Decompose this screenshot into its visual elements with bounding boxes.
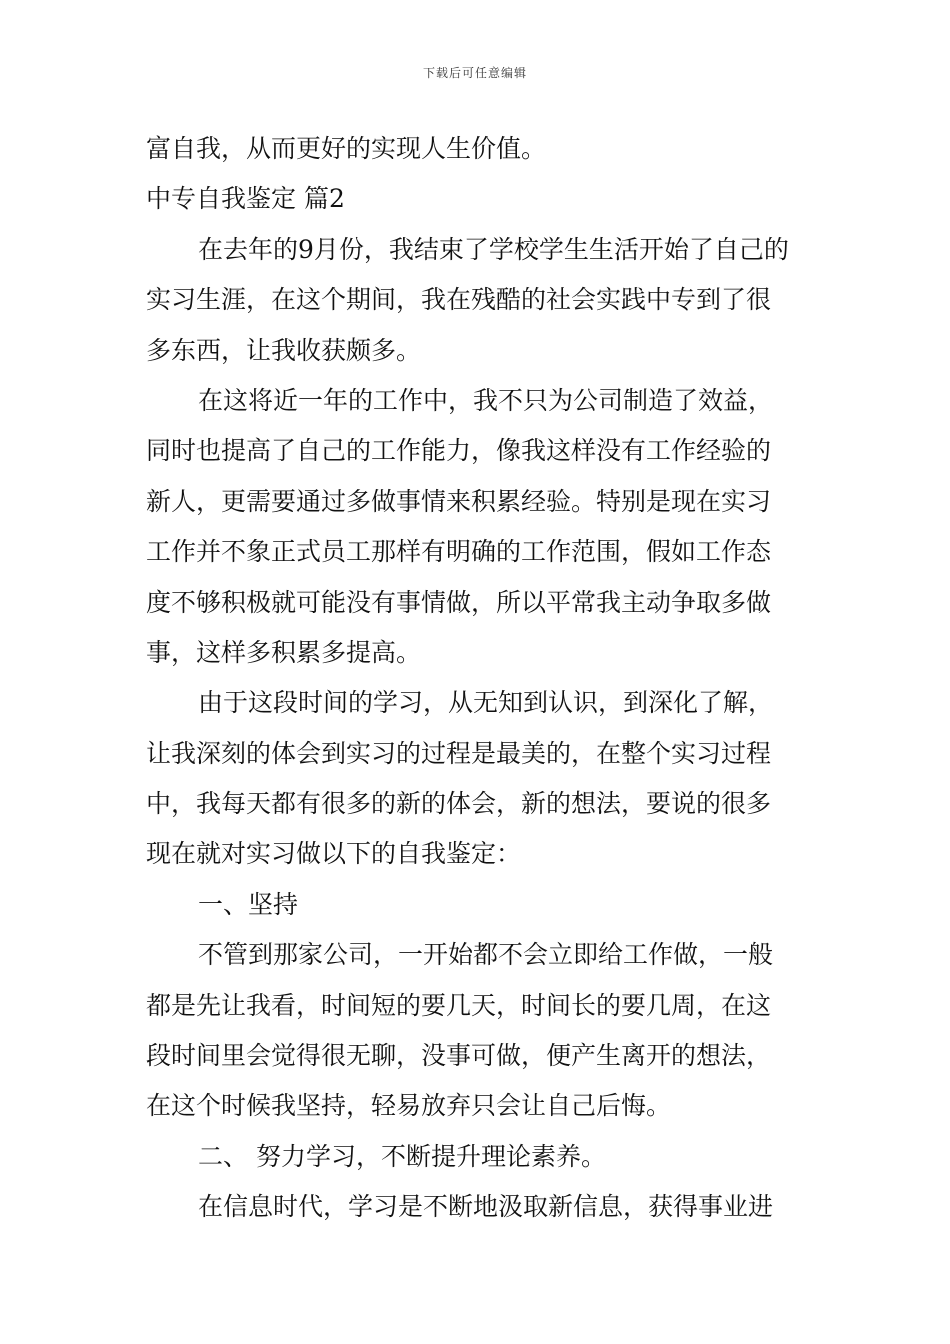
- text-line: 现在就对实习做以下的自我鉴定：: [146, 839, 522, 869]
- text-line: 让我深刻的体会到实习的过程是最美的，在整个实习过程: [146, 738, 772, 768]
- text-line: 都是先让我看，时间短的要几天，时间长的要几周，在这: [146, 990, 772, 1020]
- text-line: 中专自我鉴定 篇2: [146, 184, 345, 214]
- text-line: 不管到那家公司，一开始都不会立即给工作做，一般: [198, 940, 774, 970]
- text-line: 富自我，从而更好的实现人生价值。: [146, 134, 547, 163]
- text-line: 同时也提高了自己的工作能力，像我这样没有工作经验的: [146, 436, 772, 466]
- text-line: 在这将近一年的工作中，我不只为公司制造了效益，: [198, 385, 774, 415]
- text-line: 度不够积极就可能没有事情做，所以平常我主动争取多做: [146, 587, 772, 617]
- text-line: 一、坚持: [198, 889, 299, 919]
- text-line: 由于这段时间的学习，从无知到认识，到深化了解，: [198, 688, 774, 718]
- text-line: 工作并不象正式员工那样有明确的工作范围，假如工作态: [146, 537, 772, 567]
- text-line: 在信息时代，学习是不断地汲取新信息，获得事业进: [198, 1192, 774, 1222]
- document-body: [146, 124, 810, 1233]
- text-line: 实习生涯，在这个期间，我在残酷的社会实践中专到了很: [146, 285, 772, 315]
- text-line: 中，我每天都有很多的新的体会，新的想法，要说的很多: [146, 789, 772, 819]
- text-line: 事，这样多积累多提高。: [146, 637, 422, 667]
- text-line: 二、 努力学习，不断提升理论素养。: [198, 1141, 606, 1171]
- text-line: 在去年的9月份，我结束了学校学生生活开始了自己的: [198, 234, 789, 264]
- text-line: 段时间里会觉得很无聊，没事可做，便产生离开的想法，: [146, 1041, 772, 1071]
- text-line: 在这个时候我坚持，轻易放弃只会让自己后悔。: [146, 1091, 672, 1121]
- page-header: 下载后可任意编辑: [422, 66, 527, 80]
- text-line: 多东西，让我收获颇多。: [146, 335, 422, 365]
- text-line: 新人，更需要通过多做事情来积累经验。特别是现在实习: [146, 486, 772, 516]
